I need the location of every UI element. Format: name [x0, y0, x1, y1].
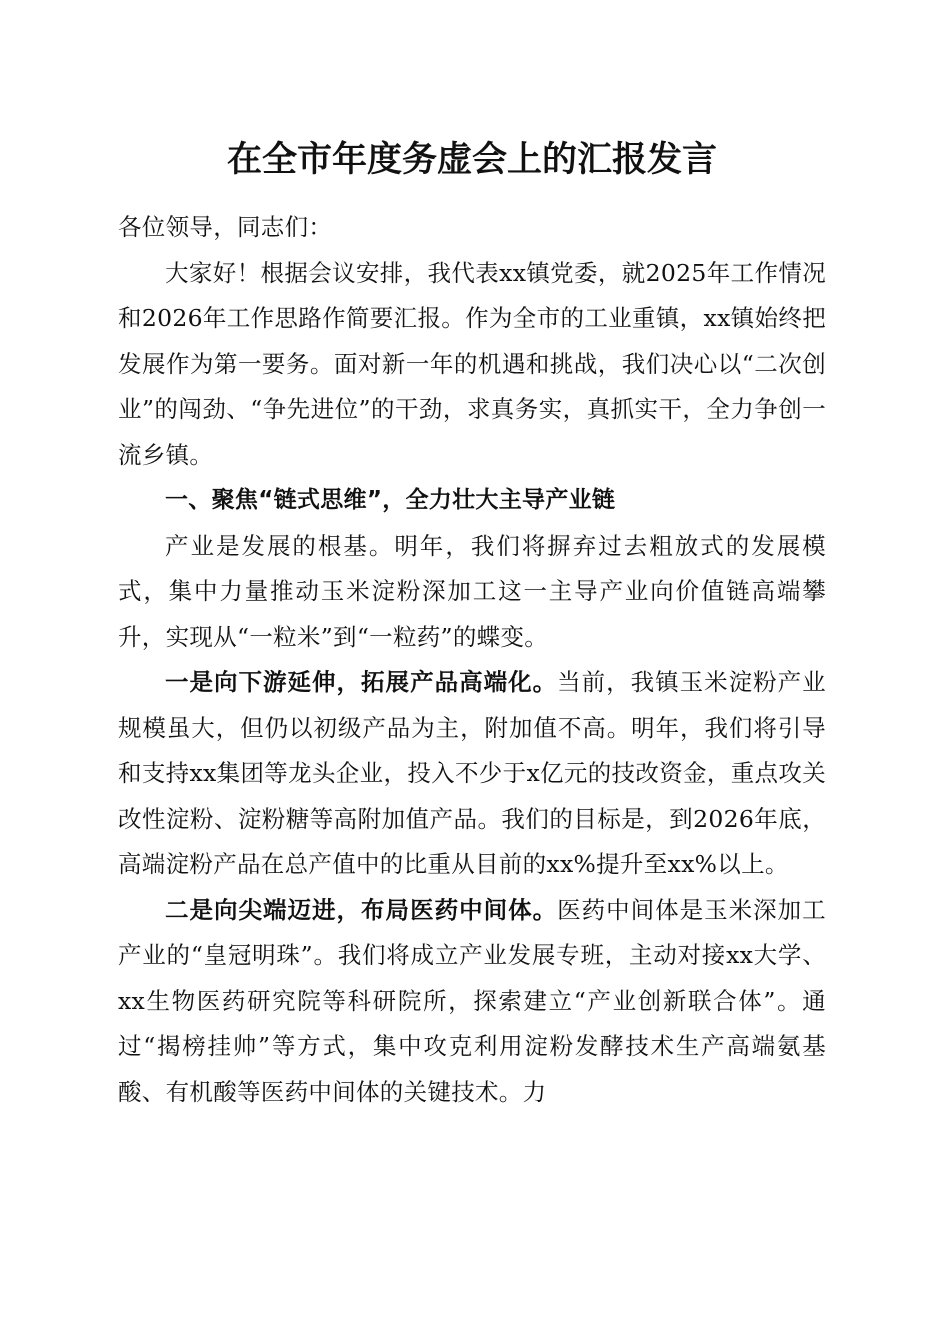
- paragraph-lead: 一是向下游延伸，拓展产品高端化。: [165, 668, 558, 696]
- paragraph-lead: 二是向尖端迈进，布局医药中间体。: [165, 895, 558, 924]
- paragraph-body: 当前，我镇玉米淀粉产业规模虽大，但仍以初级产品为主，附加值不高。明年，我们将引导和支持xx集团等龙头企业，投入不少于x亿元的技改资金，重点攻关改性淀粉、淀粉糖等高附加值产品。我们的目标是，到2026年底，高端淀粉产品在总产值中的比重从目前的xx%提升至xx%以上。: [118, 668, 826, 878]
- paragraph-downstream: [118, 660, 826, 888]
- paragraph-intro: 大家好！根据会议安排，我代表xx镇党委，就2025年工作情况和2026年工作思路作简要汇报。作为全市的工业重镇，xx镇始终把发展作为第一要务。面对新一年的机遇和挑战，我们决心以“二次创业”的闯劲、“争先进位”的干劲，求真务实，真抓实干，全力争创一流乡镇。: [118, 258, 826, 469]
- paragraph-body: 医药中间体是玉米深加工产业的“皇冠明珠”。我们将成立产业发展专班，主动对接xx大学、xx生物医药研究院等科研院所，探索建立“产业创新联合体”。通过“揭榜挂帅”等方式，集中攻克利用淀粉发酵技术生产高端氨基酸、有机酸等医药中间体的关键技术。力: [118, 895, 826, 1106]
- salutation: 各位领导，同志们：: [118, 213, 333, 241]
- paragraph-industry-foundation: 产业是发展的根基。明年，我们将摒弃过去粗放式的发展模式，集中力量推动玉米淀粉深加工这一主导产业向价值链高端攀升，实现从“一粒米”到“一粒药”的蝶变。: [118, 531, 826, 651]
- document-title: 在全市年度务虚会上的汇报发言: [226, 139, 717, 180]
- document-body: [118, 205, 826, 1115]
- paragraph-pharma: [118, 888, 826, 1116]
- section-heading-1: 一、聚焦“链式思维”，全力壮大主导产业链: [165, 487, 616, 513]
